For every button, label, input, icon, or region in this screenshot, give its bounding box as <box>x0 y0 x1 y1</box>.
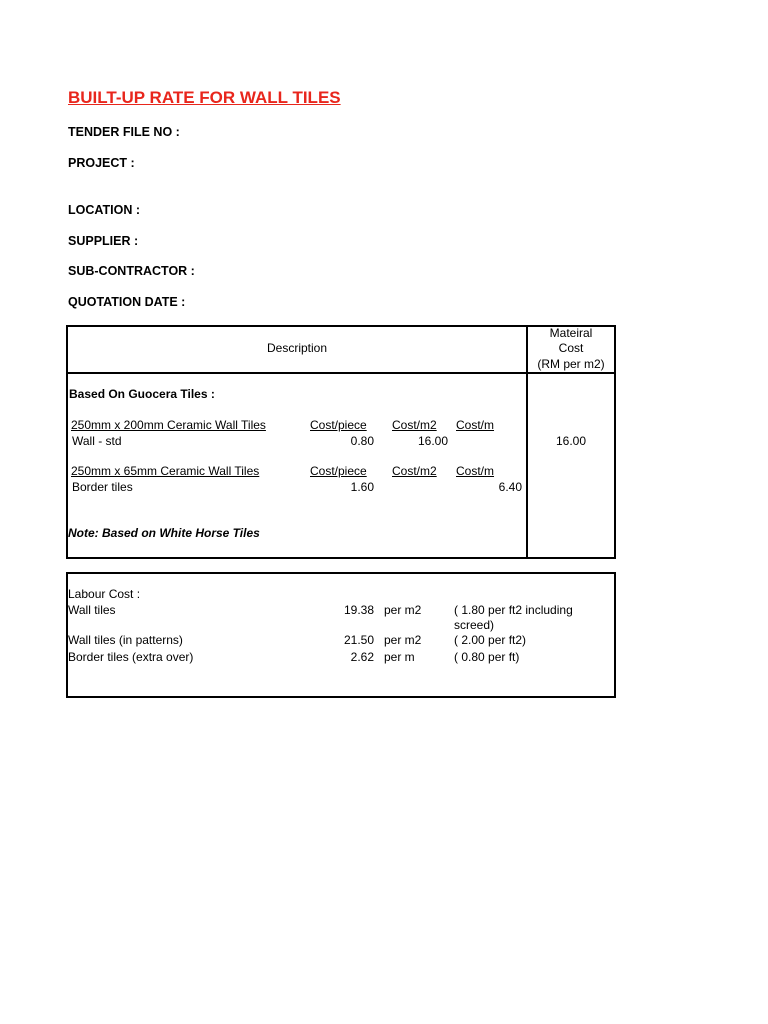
labour-row-value: 2.62 <box>350 650 374 664</box>
labour-row-note: ( 1.80 per ft2 including <box>454 603 573 617</box>
table-note: Note: Based on White Horse Tiles <box>68 526 260 540</box>
labour-row-unit: per m2 <box>384 633 422 647</box>
page-title: BUILT-UP RATE FOR WALL TILES <box>68 88 341 107</box>
labour-heading: Labour Cost : <box>68 587 141 601</box>
labour-row-desc: Wall tiles <box>68 603 116 617</box>
labour-row-desc: Border tiles (extra over) <box>68 650 194 664</box>
supplier-label: SUPPLIER : <box>68 234 139 248</box>
material-cost-value: 16.00 <box>555 434 587 448</box>
labour-row-note-cont: screed) <box>454 618 495 632</box>
tender-file-no-label: TENDER FILE NO : <box>68 125 180 139</box>
labour-row-desc: Wall tiles (in patterns) <box>68 633 183 647</box>
cost-per-m-value: 6.40 <box>498 480 522 494</box>
cost-per-piece-value: 1.60 <box>350 480 374 494</box>
labour-row-unit: per m2 <box>384 603 422 617</box>
cost-per-piece-value: 0.80 <box>350 434 374 448</box>
cost-per-m2-value: 16.00 <box>417 434 448 448</box>
labour-row-unit: per m <box>384 650 415 664</box>
section-heading: Based On Guocera Tiles : <box>69 387 215 401</box>
cost-per-m-header: Cost/m <box>456 418 495 432</box>
location-label: LOCATION : <box>68 203 140 217</box>
cost-per-m2-header: Cost/m2 <box>392 464 437 478</box>
material-cost-header-line3: (RM per m2) <box>537 357 605 371</box>
tile-group-name: 250mm x 200mm Ceramic Wall Tiles <box>71 418 266 432</box>
labour-row-value: 19.38 <box>343 603 374 617</box>
sub-contractor-label: SUB-CONTRACTOR : <box>68 264 195 278</box>
cost-per-m-header: Cost/m <box>456 464 495 478</box>
cost-per-piece-header: Cost/piece <box>310 464 367 478</box>
table-header-divider <box>66 372 616 374</box>
labour-row-note: ( 2.00 per ft2) <box>454 633 527 647</box>
labour-row-value: 21.50 <box>343 633 374 647</box>
tile-group-name: 250mm x 65mm Ceramic Wall Tiles <box>71 464 260 478</box>
description-header: Description <box>266 341 328 355</box>
cost-per-piece-header: Cost/piece <box>310 418 367 432</box>
project-label: PROJECT : <box>68 156 135 170</box>
tile-item-name: Wall - std <box>72 434 122 448</box>
tile-item-name: Border tiles <box>72 480 133 494</box>
labour-row-note: ( 0.80 per ft) <box>454 650 520 664</box>
cost-per-m2-header: Cost/m2 <box>392 418 437 432</box>
material-cost-header-line2: Cost <box>558 341 584 355</box>
material-cost-header-line1: Mateiral <box>549 326 593 340</box>
quotation-date-label: QUOTATION DATE : <box>68 295 186 309</box>
